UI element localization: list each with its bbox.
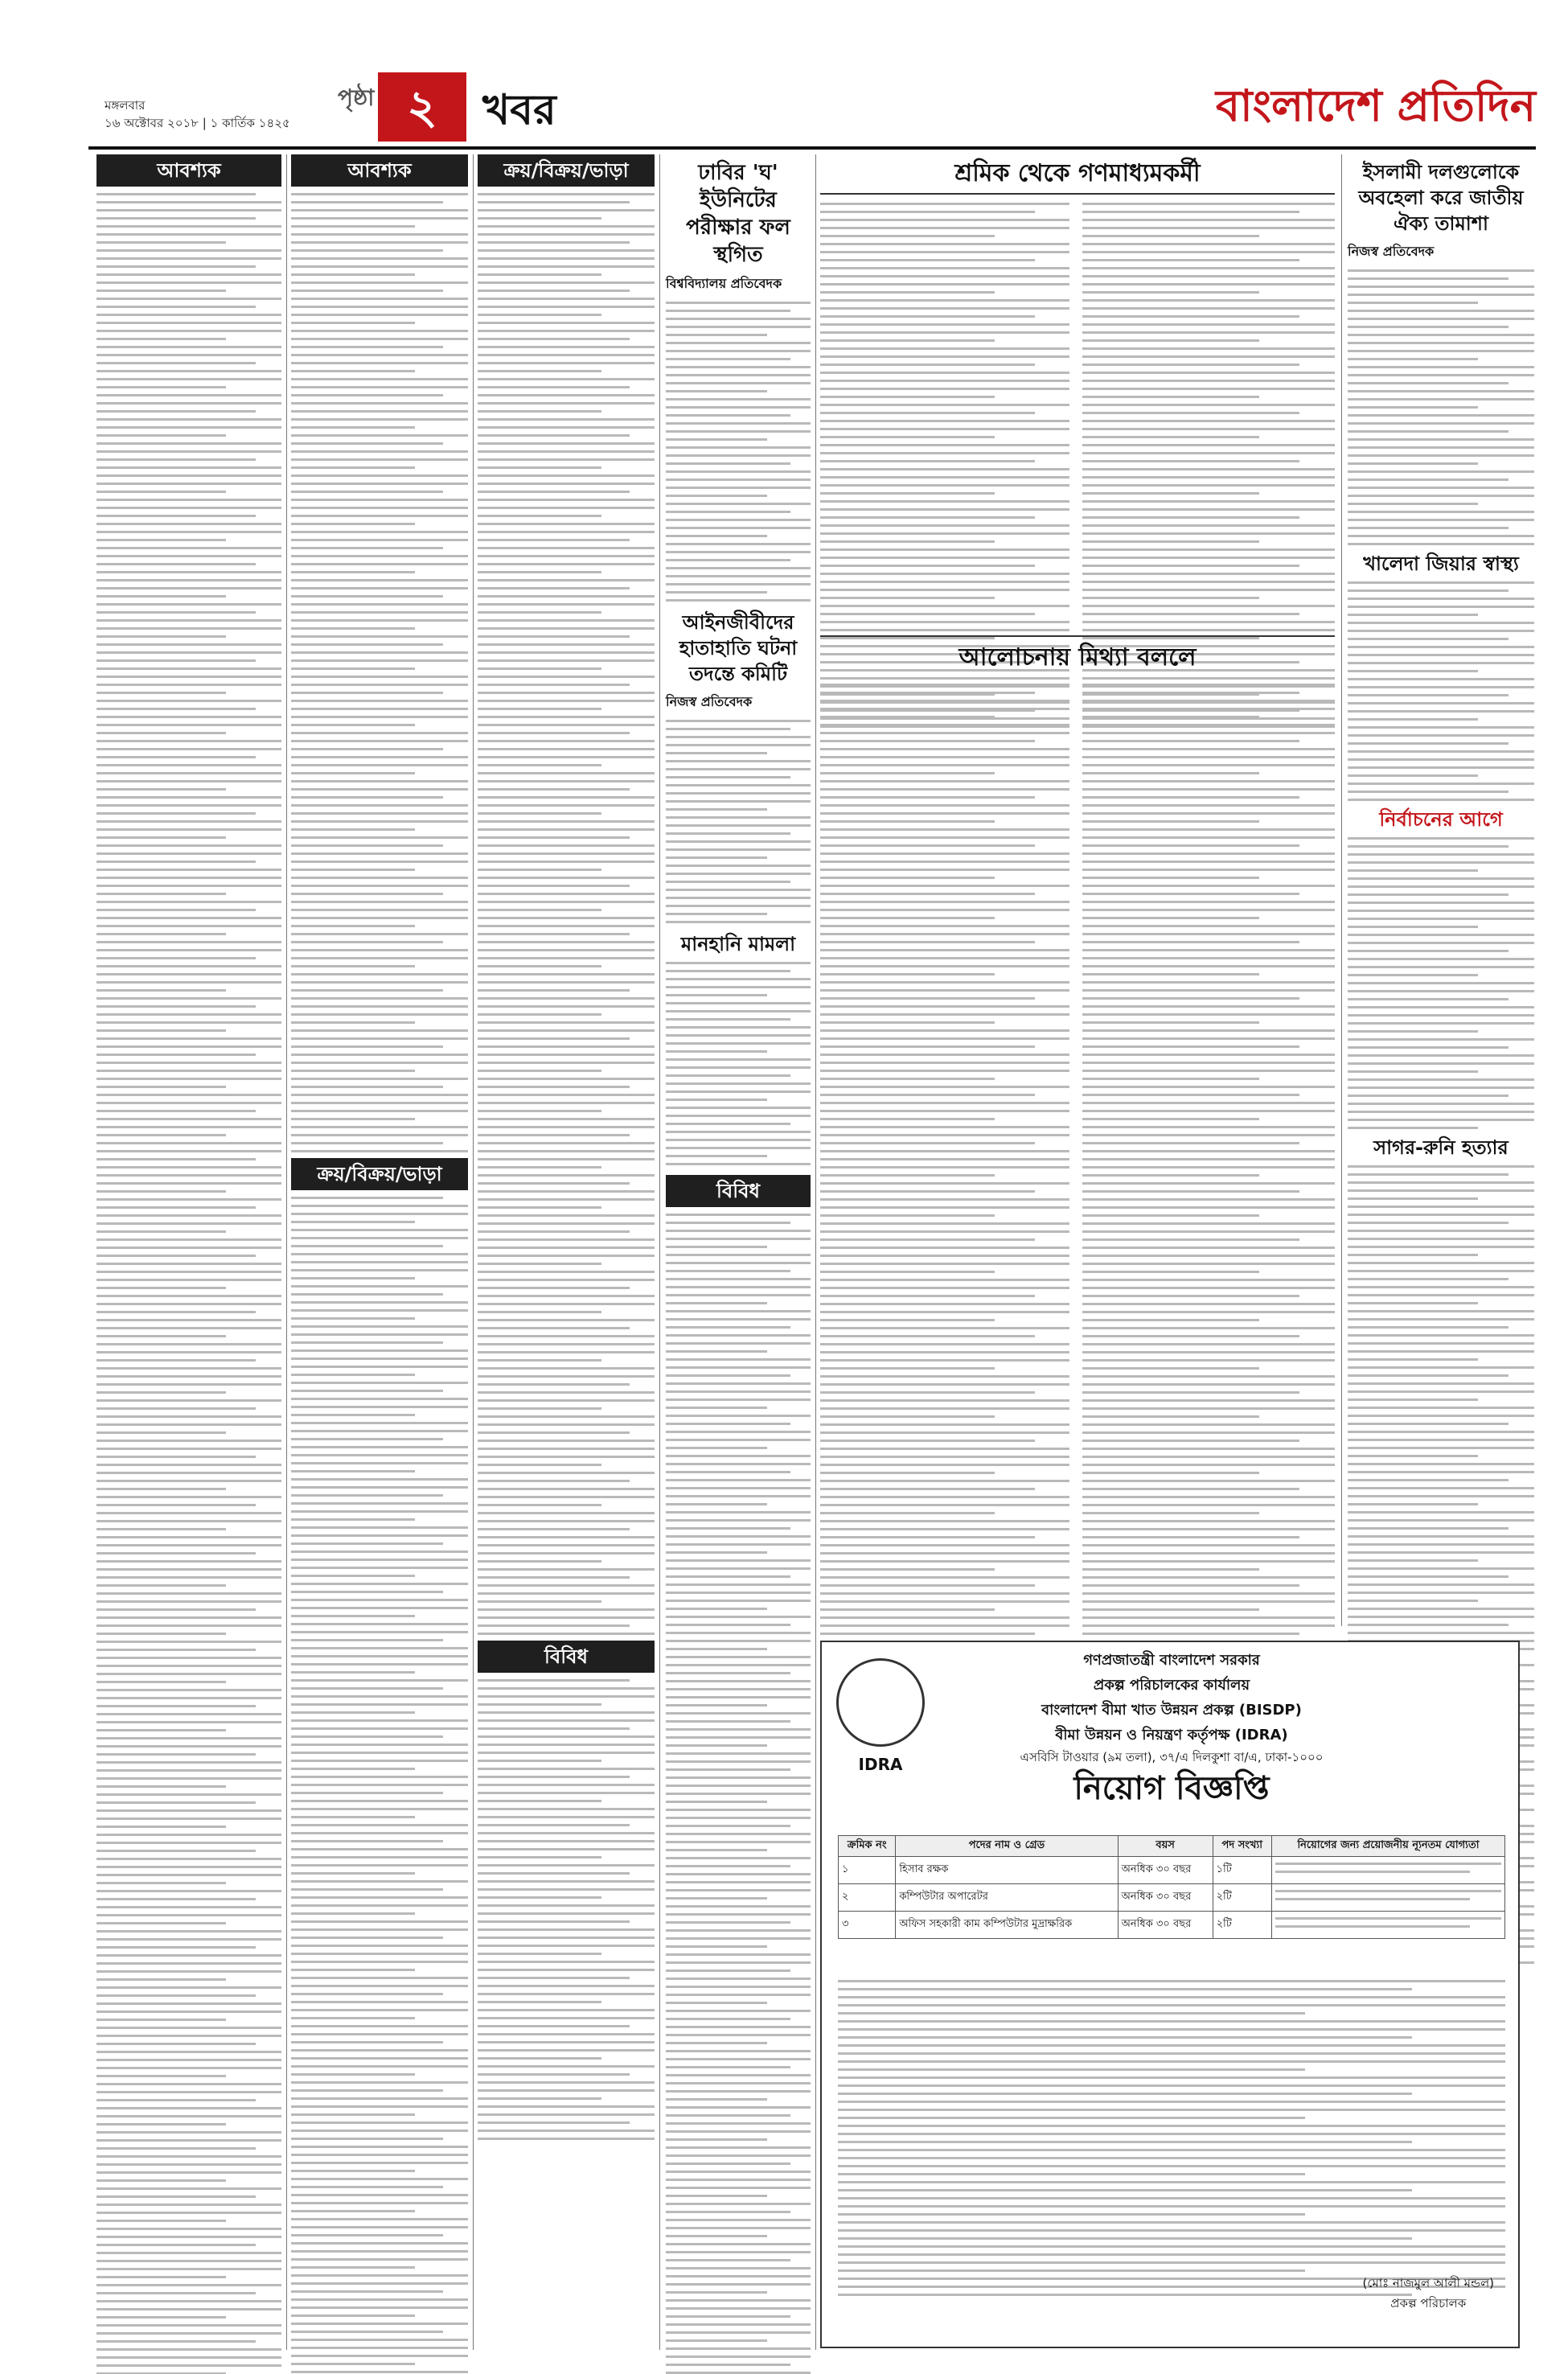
cell-qualification — [1271, 1884, 1504, 1912]
section-head-biddho: বিবিধ — [666, 1175, 811, 1207]
classified-text — [478, 1679, 655, 2140]
page-prefix: পৃষ্ঠা — [338, 84, 375, 111]
column-divider — [815, 154, 816, 2350]
weekday: মঙ্গলবার — [105, 98, 146, 113]
table-header: ক্রমিক নং — [839, 1836, 896, 1857]
news-column-4 — [666, 154, 811, 2374]
story-body — [666, 720, 811, 923]
page-number: ২ — [378, 72, 466, 142]
masthead — [0, 0, 1568, 151]
section-head-kroy-bikroy-bhara: ক্রয়/বিক্রয়/ভাড়া — [478, 154, 655, 187]
table-header: নিয়োগের জন্য প্রয়োজনীয় ন্যূনতম যোগ্যতা — [1271, 1836, 1504, 1857]
authority-line: বীমা উন্নয়ন ও নিয়ন্ত্রণ কর্তৃপক্ষ (IDRA) — [1055, 1727, 1288, 1744]
headline-rule — [820, 193, 1335, 195]
cell-age: অনধিক ৩০ বছর — [1118, 1912, 1213, 1939]
lawyers-headline: আইনজীবীদের হাতাহাতি ঘটনা তদন্তে কমিটি — [679, 611, 798, 685]
defamation-headline: মানহানি মামলা — [680, 933, 796, 955]
column-divider — [286, 154, 287, 2350]
dhaka-university-headline: ঢাবির 'ঘ' ইউনিটের পরীক্ষার ফল স্থগিত — [686, 161, 790, 267]
signatory-name: (মোঃ নাজমুল আলী মন্ডল) — [1362, 2276, 1494, 2290]
ad-conditions — [838, 1980, 1505, 2302]
post-table — [838, 1835, 1505, 1939]
govt-line: গণপ্রজাতন্ত্রী বাংলাদেশ সরকার — [1083, 1652, 1260, 1669]
table-header: পদের নাম ও গ্রেড — [896, 1836, 1118, 1857]
classified-column-3 — [478, 154, 655, 2146]
signature-block — [1363, 2274, 1494, 2314]
story-body — [1348, 837, 1534, 1129]
before-election-headline: নির্বাচনের আগে — [1379, 808, 1503, 831]
table-row — [839, 1857, 1505, 1884]
cell-count: ২টি — [1213, 1884, 1271, 1912]
classified-text — [96, 193, 281, 2374]
column-divider — [659, 154, 660, 2350]
newspaper-logo: বাংলাদেশ প্রতিদিন — [1216, 80, 1536, 131]
cell-post: অফিস সহকারী কাম কম্পিউটার মুদ্রাক্ষরিক — [896, 1912, 1118, 1939]
ad-header — [822, 1649, 1521, 1768]
worker-to-journalist-headline: শ্রমিক থেকে গণমাধ্যমকর্মী — [954, 159, 1201, 187]
cell-count: ১টি — [1213, 1857, 1271, 1884]
sagar-runi-headline: সাগর-রুনি হত্যার — [1373, 1136, 1508, 1159]
islamic-parties-headline: ইসলামী দলগুলোকে অবহেলা করে জাতীয় ঐক্য তামাশা — [1358, 161, 1524, 235]
story-body — [1348, 581, 1534, 801]
cell-no: ১ — [839, 1857, 896, 1884]
section-head-kroy-bikroy: ক্রয়/বিক্রয়/ভাড়া — [291, 1158, 468, 1190]
section-head-abashyak-2: আবশ্যক — [291, 154, 468, 187]
cell-age: অনধিক ৩০ বছর — [1118, 1857, 1213, 1884]
cell-qualification — [1271, 1912, 1504, 1939]
masthead-rule — [88, 146, 1536, 150]
story-body — [666, 962, 811, 1165]
classified-text — [478, 193, 655, 1635]
classified-column-2 — [291, 154, 468, 2374]
table-row — [839, 1912, 1505, 1939]
byline: নিজস্ব প্রতিবেদক — [666, 694, 753, 709]
idra-logo-label: IDRA — [858, 1755, 903, 1774]
cell-age: অনধিক ৩০ বছর — [1118, 1884, 1213, 1912]
story-rule — [820, 635, 1335, 637]
recruitment-advertisement — [820, 1641, 1520, 2348]
cell-post: হিসাব রক্ষক — [896, 1857, 1118, 1884]
table-header-row — [839, 1836, 1505, 1857]
false-statements-headline: আলোচনায় মিথ্যা বললে — [958, 643, 1197, 672]
classified-column-1 — [96, 154, 281, 2374]
address-line: এসবিসি টাওয়ার (৯ম তলা), ৩৭/এ দিলকুশা বা/এ, ঢাকা-১০০০ — [1020, 1750, 1324, 1764]
table-row — [839, 1884, 1505, 1912]
date-block — [105, 97, 290, 132]
cell-count: ২টি — [1213, 1912, 1271, 1939]
section-head-biddho: বিবিধ — [478, 1641, 655, 1673]
classified-text — [666, 1214, 811, 2374]
office-line: প্রকল্প পরিচালকের কার্যালয় — [1093, 1677, 1250, 1694]
story-body — [666, 302, 811, 602]
cell-no: ৩ — [839, 1912, 896, 1939]
cell-post: কম্পিউটার অপারেটর — [896, 1884, 1118, 1912]
project-line: বাংলাদেশ বীমা খাত উন্নয়ন প্রকল্প (BISDP) — [1041, 1702, 1302, 1719]
table-header: বয়স — [1118, 1836, 1213, 1857]
cell-no: ২ — [839, 1884, 896, 1912]
byline: বিশ্ববিদ্যালয় প্রতিবেদক — [666, 276, 782, 291]
classified-text — [291, 193, 468, 1152]
cell-qualification — [1271, 1857, 1504, 1884]
ad-title: নিয়োগ বিজ্ঞপ্তি — [1073, 1770, 1270, 1807]
full-date: ১৬ অক্টোবর ২০১৮ | ১ কার্তিক ১৪২৫ — [105, 116, 290, 130]
story-body — [1348, 269, 1534, 545]
section-title: খবর — [482, 86, 556, 134]
table-header: পদ সংখ্যা — [1213, 1836, 1271, 1857]
khaleda-health-headline: খালেদা জিয়ার স্বাস্থ্য — [1363, 552, 1519, 575]
signatory-role: প্রকল্প পরিচালক — [1390, 2296, 1467, 2310]
column-divider — [1341, 154, 1342, 1626]
section-head-abashyak: আবশ্যক — [96, 154, 281, 187]
column-divider — [473, 154, 474, 2350]
byline: নিজস্ব প্রতিবেদক — [1348, 244, 1435, 259]
classified-text — [291, 1197, 468, 2374]
